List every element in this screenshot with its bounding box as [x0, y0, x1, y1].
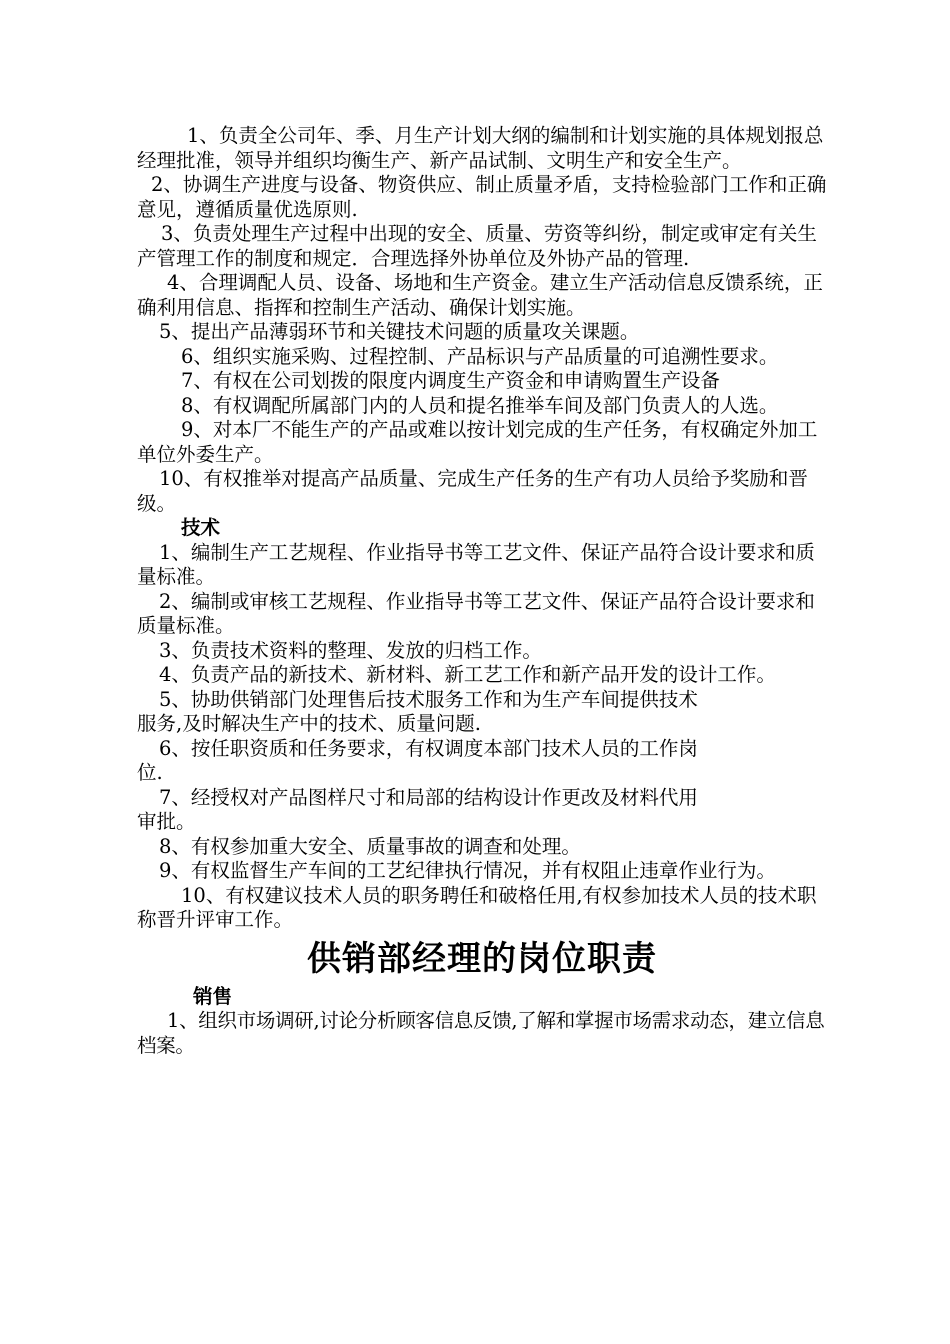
- production-item-9: 9、对本厂不能生产的产品或难以按计划完成的生产任务，有权确定外加工单位外委生产。: [137, 418, 818, 466]
- technology-item-4: 4、负责产品的新技术、新材料、新工艺工作和新产品开发的设计工作。: [159, 663, 776, 686]
- technology-item-5-line-1: 5、协助供销部门处理售后技术服务工作和为生产车间提供技术: [159, 687, 698, 711]
- sales-item-1: 1、组织市场调研,讨论分析顾客信息反馈,了解和掌握市场需求动态，建立信息档案。: [137, 1009, 825, 1057]
- technology-heading: 技术: [181, 516, 221, 539]
- production-item-4: 4、合理调配人员、设备、场地和生产资金。建立生产活动信息反馈系统，正确利用信息、指挥和控制生产活动、确保计划实施。: [137, 271, 823, 319]
- technology-item-7-line-2: 审批。: [137, 810, 196, 833]
- technology-item-2: 2、编制或审核工艺规程、作业指导书等工艺文件、保证产品符合设计要求和质量标准。: [137, 589, 815, 637]
- production-item-6: 6、组织实施采购、过程控制、产品标识与产品质量的可追溯性要求。: [181, 344, 779, 368]
- section-title: 供销部经理的岗位职责: [307, 938, 657, 979]
- production-item-1: 1、负责全公司年、季、月生产计划大纲的编制和计划实施的具体规划报总经理批准，领导并组织均衡生产、新产品试制、文明生产和安全生产。: [137, 124, 824, 172]
- technology-item-9: 9、有权监督生产车间的工艺纪律执行情况，并有权阻止违章作业行为。: [159, 859, 776, 882]
- production-item-3: 3、负责处理生产过程中出现的安全、质量、劳资等纠纷，制定或审定有关生产管理工作的制度和规定．合理选择外协单位及外协产品的管理.: [137, 222, 817, 270]
- technology-item-1: 1、编制生产工艺规程、作业指导书等工艺文件、保证产品符合设计要求和质量标准。: [137, 540, 815, 588]
- technology-item-6-line-2: 位.: [137, 761, 163, 784]
- technology-item-7-line-1: 7、经授权对产品图样尺寸和局部的结构设计作更改及材料代用: [159, 785, 698, 809]
- technology-item-3: 3、负责技术资料的整理、发放的归档工作。: [159, 638, 542, 662]
- technology-item-6-line-1: 6、按任职资质和任务要求，有权调度本部门技术人员的工作岗: [159, 736, 698, 760]
- production-item-8: 8、有权调配所属部门内的人员和提名推举车间及部门负责人的人选。: [181, 393, 779, 417]
- production-item-2: 2、协调生产进度与设备、物资供应、制止质量矛盾，支持检验部门工作和正确意见，遵循质量优选原则.: [137, 173, 827, 221]
- production-item-7: 7、有权在公司划拨的限度内调度生产资金和申请购置生产设备: [181, 369, 720, 392]
- production-item-5: 5、提出产品薄弱环节和关键技术问题的质量攻关课题。: [159, 320, 640, 343]
- technology-item-10: 10、有权建议技术人员的职务聘任和破格任用,有权参加技术人员的技术职称晋升评审工作。: [137, 883, 817, 931]
- document-page: [137, 124, 827, 1058]
- sales-heading: 销售: [193, 984, 233, 1008]
- production-item-10: 10、有权推举对提高产品质量、完成生产任务的生产有功人员给予奖励和晋级。: [137, 467, 808, 515]
- technology-item-5-line-2: 服务,及时解决生产中的技术、质量问题.: [137, 712, 481, 735]
- technology-item-8: 8、有权参加重大安全、质量事故的调查和处理。: [159, 834, 581, 858]
